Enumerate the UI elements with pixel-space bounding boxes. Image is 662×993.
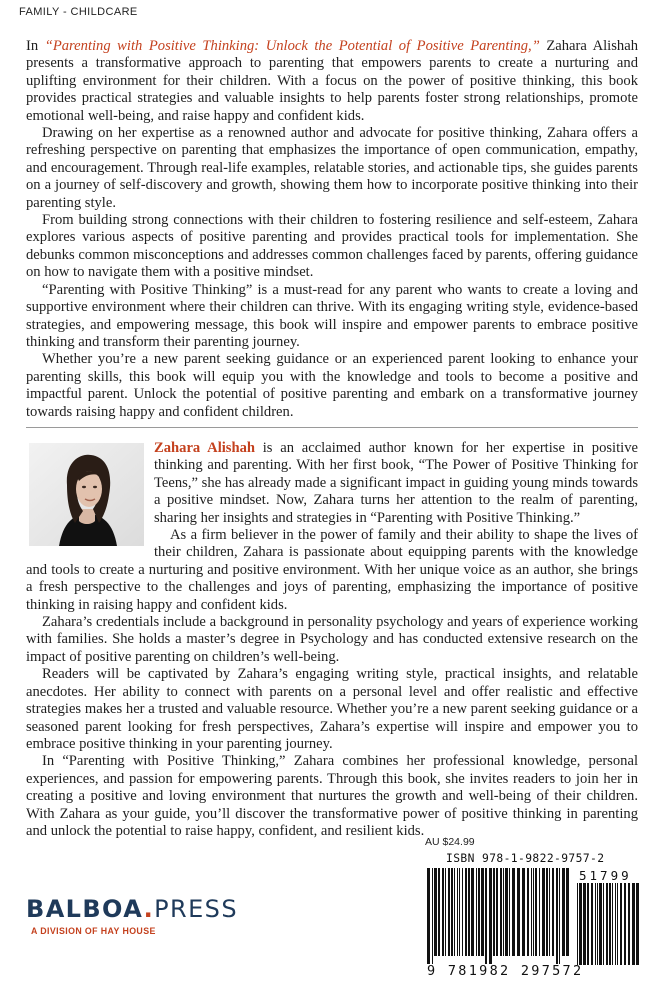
author-name: Zahara Alishah	[154, 440, 256, 456]
bio-paragraph: Zahara’s credentials include a background in personality psychology and years of experience working with families. She holds a master’s degree in Psychology and has conducted extensive research on the impact of positive parenting on children’s well-being.	[26, 614, 638, 665]
addon-barcode-bars	[575, 883, 643, 965]
isbn-number: ISBN 978-1-9822-9757-2	[446, 852, 605, 865]
description-paragraph: Drawing on her expertise as a renowned author and advocate for positive thinking, Zahara offers a refreshing perspective on parenting that emphasizes the importance of open communication, empathy, and encouragement. Through real-life examples, relatable stories, and actionable tips, she guides parents on a journey of self-discovery and growth, showing them how to incorporate positive thinking into their parenting style.	[26, 125, 638, 211]
book-description	[26, 38, 638, 421]
bio-paragraph: Zahara Alishah is an acclaimed author known for her expertise in positive thinking and parenting. With her first book, “The Power of Positive Thinking for Teens,” she has already made a significant impact in guiding young minds towards a positive mindset. Now, Zahara turns her attention to the realm of parenting, sharing her insights and strategies in “Parenting with Positive Thinking.”	[154, 440, 638, 526]
publisher-name: BALBOA.PRESS	[26, 895, 238, 923]
bio-paragraph: In “Parenting with Positive Thinking,” Zahara combines her professional knowledge, personal experiences, and passion for empowering parents. Through this book, she invites readers to join her in creating a positive and loving environment that nurtures the growth and well-being of their children. With Zahara as your guide, you’ll discover the transformative power of positive thinking in parenting and unlock the potential to raise happy, confident, and resilient kids.	[26, 753, 638, 839]
ean-barcode-bars	[425, 868, 573, 964]
description-paragraph: Whether you’re a new parent seeking guidance or an experienced parent looking to enhance your parenting skills, this book will equip you with the knowledge and tools to become a positive and impactful parent. Unlock the potential of positive parenting and embark on a transformative journey towards raising happy and confident children.	[26, 351, 638, 420]
book-title-reference: “Parenting with Positive Thinking: Unlock the Potential of Positive Parenting,”	[44, 38, 540, 54]
publisher-tagline: A DIVISION OF HAY HOUSE	[31, 926, 156, 936]
publisher-logo	[26, 895, 238, 936]
category-label: FAMILY - CHILDCARE	[19, 6, 138, 18]
section-divider	[26, 427, 638, 428]
author-photo	[29, 443, 144, 546]
author-portrait-image	[29, 443, 144, 546]
price-label: AU $24.99	[425, 836, 475, 848]
bio-paragraph: Readers will be captivated by Zahara’s engaging writing style, practical insights, and relatable anecdotes. Her ability to connect with parents on a personal level and offer realistic and effective strategies makes her a trusted and valuable resource. Whether you’re a new parent seeking guidance or a seasoned parent looking for fresh perspectives, Zahara’s expertise will inspire and empower you to embrace positive thinking in your parenting journey.	[26, 666, 638, 752]
isbn-barcode	[425, 852, 643, 990]
ean-digits: 9 781982 297572	[427, 963, 584, 979]
author-bio	[26, 440, 638, 840]
price-addon-digits: 51799	[579, 868, 632, 883]
description-paragraph: From building strong connections with their children to fostering resilience and self-esteem, Zahara explores various aspects of positive parenting and provides practical tools for implementation. She debunks common misconceptions and addresses common challenges faced by parents, offering guidance on how to navigate them with a positive mindset.	[26, 212, 638, 281]
description-paragraph: “Parenting with Positive Thinking” is a must-read for any parent who wants to create a loving and supportive environment where their children can thrive. With its engaging writing style, evidence-based strategies, and empowering message, this book will inspire and empower parents to embrace positive thinking and transform their parenting journey.	[26, 281, 638, 350]
bio-paragraph: As a firm believer in the power of family and their ability to shape the lives of their children, Zahara is passionate about equipping parents with the knowledge and tools to create a nurturing and positive environment. With her unique voice as an author, she brings a fresh perspective to the challenges and joys of parenting, emphasizing the importance of positive thinking in raising happy and confident kids.	[26, 527, 638, 613]
description-paragraph: In “Parenting with Positive Thinking: Unlock the Potential of Positive Parenting,” Zahara Alishah presents a transformative approach to parenting that empowers parents to create a nurturing and uplifting environment for their children. With a focus on the power of positive thinking, this book provides practical strategies and valuable insights to help parents foster strong relationships, promote emotional well-being, and raise happy and confident kids.	[26, 38, 638, 124]
